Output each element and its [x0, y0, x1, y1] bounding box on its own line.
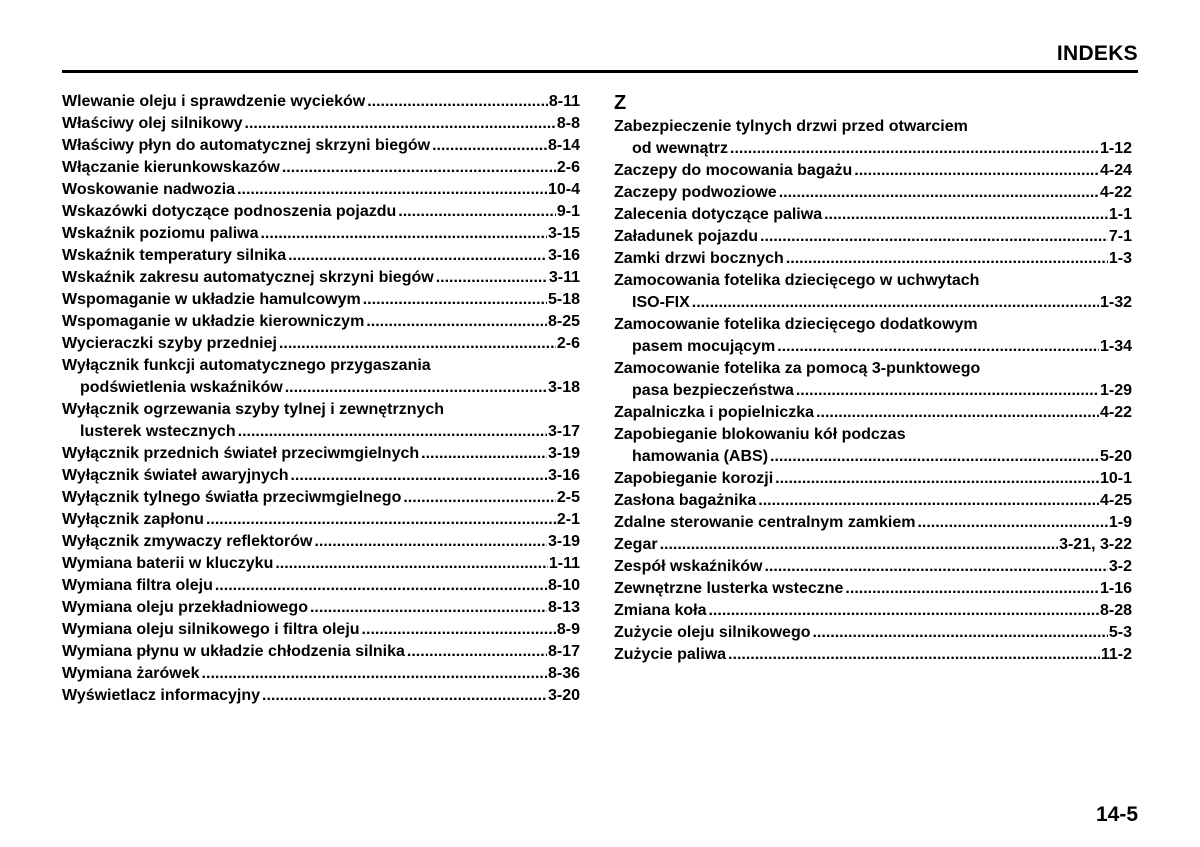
index-entry [614, 182, 1132, 204]
index-entry-page: 1-32 [1099, 294, 1132, 311]
index-entry [62, 619, 580, 641]
index-entry [62, 641, 580, 663]
index-entry-line [614, 314, 1132, 336]
index-entry-line [614, 600, 1132, 622]
index-entry-text: Wskaźnik temperatury silnika [62, 247, 287, 264]
dot-leader [290, 465, 546, 487]
index-entry-line [62, 245, 580, 267]
index-entry-text: Zamocowanie fotelika za pomocą 3-punktowego [614, 360, 981, 377]
index-entry-page: 3-17 [547, 423, 580, 440]
index-entry [62, 399, 580, 443]
index-entry-text: Zabezpieczenie tylnych drzwi przed otwarciem [614, 118, 968, 135]
index-entry-text: Zaczepy do mocowania bagażu [614, 162, 853, 179]
index-entry [62, 663, 580, 685]
index-entry-text: hamowania (ABS) [632, 448, 769, 465]
index-entry-text: Wymiana płynu w układzie chłodzenia silnika [62, 643, 405, 660]
index-entry [614, 556, 1132, 578]
index-entry-page: 4-22 [1099, 404, 1132, 421]
dot-leader [845, 578, 1099, 600]
index-entry-page: 10-1 [1099, 470, 1132, 487]
dot-leader [260, 223, 546, 245]
index-entry-text: Wyłącznik ogrzewania szyby tylnej i zewnętrznych [62, 401, 445, 418]
index-entry-text: Zużycie paliwa [614, 646, 727, 663]
index-entry-line [614, 424, 1132, 446]
index-entry-text: Zamocowanie fotelika dziecięcego dodatkowym [614, 316, 978, 333]
dot-leader [730, 138, 1099, 160]
dot-leader [202, 663, 547, 685]
index-entry [62, 465, 580, 487]
index-entry-page: 8-11 [548, 93, 580, 110]
dot-leader [206, 509, 556, 531]
index-entry-line [62, 157, 580, 179]
dot-leader [432, 135, 547, 157]
dot-leader [758, 490, 1099, 512]
index-entry-page: 3-16 [547, 247, 580, 264]
index-entry-text: Wymiana oleju silnikowego i filtra oleju [62, 621, 360, 638]
index-entry-text: Zamki drzwi bocznych [614, 250, 784, 267]
index-entry-page: 3-2 [1108, 558, 1132, 575]
dot-leader [282, 157, 556, 179]
index-entry [62, 355, 580, 399]
index-entry-page: 7-1 [1108, 228, 1132, 245]
dot-leader [238, 421, 547, 443]
index-entry [614, 578, 1132, 600]
dot-leader [708, 600, 1098, 622]
index-entry-page: 1-3 [1108, 250, 1132, 267]
index-entry [614, 644, 1132, 666]
index-entry [62, 267, 580, 289]
index-entry-page: 1-11 [548, 555, 580, 572]
index-entry-line [614, 578, 1132, 600]
index-entry [62, 223, 580, 245]
index-entry-line [614, 138, 1132, 160]
index-entry-page: 3-16 [547, 467, 580, 484]
index-entry-text: Właściwy płyn do automatycznej skrzyni biegów [62, 137, 431, 154]
index-entry-text: Zamocowania fotelika dziecięcego w uchwytach [614, 272, 980, 289]
index-entry-page: 5-18 [547, 291, 580, 308]
dot-leader [692, 292, 1099, 314]
index-entry [614, 248, 1132, 270]
index-entry [614, 160, 1132, 182]
index-entry-line [62, 91, 580, 113]
index-entry-page: 3-19 [547, 445, 580, 462]
index-entry-line [614, 358, 1132, 380]
index-entry-text: Zdalne sterowanie centralnym zamkiem [614, 514, 916, 531]
index-entry-text: Wskazówki dotyczące podnoszenia pojazdu [62, 203, 397, 220]
index-entry-page: 3-11 [548, 269, 580, 286]
index-entry-text: Wyłącznik zapłonu [62, 511, 204, 528]
index-entry-page: 4-22 [1099, 184, 1132, 201]
dot-leader [275, 553, 548, 575]
index-entry-text: Wycieraczki szyby przedniej [62, 335, 277, 352]
page-title: INDEKS [1056, 42, 1138, 65]
index-entry [614, 490, 1132, 512]
index-entry-page: 4-25 [1099, 492, 1132, 509]
dot-leader [288, 245, 547, 267]
index-entry-line [62, 421, 580, 443]
index-entry [62, 91, 580, 113]
index-entry-line [62, 619, 580, 641]
index-entry-text: Wyświetlacz informacyjny [62, 687, 260, 704]
index-entry-text: Wlewanie oleju i sprawdzenie wycieków [62, 93, 366, 110]
index-entry-page: 1-29 [1099, 382, 1132, 399]
index-entry-line [614, 380, 1132, 402]
index-entry-line [62, 575, 580, 597]
dot-leader [398, 201, 556, 223]
index-entry-text: Zegar [614, 536, 658, 553]
index-entry [614, 358, 1132, 402]
index-entry [62, 245, 580, 267]
index-entry-text: Wspomaganie w układzie hamulcowym [62, 291, 361, 308]
index-entry-page: 2-6 [556, 159, 580, 176]
index-entry-page: 8-17 [547, 643, 580, 660]
index-entry-line [614, 292, 1132, 314]
index-entry-page: 5-3 [1108, 624, 1132, 641]
index-entry [614, 270, 1132, 314]
index-entry [62, 113, 580, 135]
index-entry-text: Zużycie oleju silnikowego [614, 624, 811, 641]
index-entry-page: 1-12 [1099, 140, 1132, 157]
index-entry-line [614, 468, 1132, 490]
index-entry-page: 2-5 [556, 489, 580, 506]
index-entry-text: Właściwy olej silnikowy [62, 115, 243, 132]
index-entry-line [62, 531, 580, 553]
index-entry-text: Wspomaganie w układzie kierowniczym [62, 313, 365, 330]
dot-leader [403, 487, 556, 509]
dot-leader [279, 333, 556, 355]
index-entry-page: 8-8 [556, 115, 580, 132]
index-entry-line [614, 622, 1132, 644]
index-entry-text: Zapobieganie korozji [614, 470, 774, 487]
index-entry-page: 8-10 [547, 577, 580, 594]
index-entry-text: lusterek wstecznych [80, 423, 236, 440]
index-entry-line [614, 182, 1132, 204]
index-entry-text: podświetlenia wskaźników [80, 379, 283, 396]
index-entry-page: 8-14 [547, 137, 580, 154]
index-entry-line [62, 377, 580, 399]
index-entries-z [614, 116, 1132, 666]
index-entry-page: 2-1 [556, 511, 580, 528]
index-entry-line [62, 663, 580, 685]
index-entry-text: Wyłącznik świateł awaryjnych [62, 467, 289, 484]
index-entry-text: Woskowanie nadwozia [62, 181, 236, 198]
index-entry-page: 4-24 [1099, 162, 1132, 179]
index-entry-line [62, 333, 580, 355]
index-entry-page: 8-13 [547, 599, 580, 616]
index-entry-line [614, 160, 1132, 182]
dot-leader [314, 531, 547, 553]
index-entry-text: Zalecenia dotyczące paliwa [614, 206, 823, 223]
index-column-right [614, 91, 1132, 666]
index-entry [614, 424, 1132, 468]
index-entry-line [614, 512, 1132, 534]
dot-leader [812, 622, 1107, 644]
dot-leader [854, 160, 1099, 182]
index-entry-line [62, 597, 580, 619]
dot-leader [367, 91, 548, 113]
index-entry [62, 531, 580, 553]
index-entry-text: Zaczepy podwoziowe [614, 184, 777, 201]
index-entry-text: Wymiana żarówek [62, 665, 200, 682]
dot-leader [362, 619, 556, 641]
index-entry-line [62, 201, 580, 223]
index-entry-text: Wymiana baterii w kluczyku [62, 555, 274, 572]
index-entry-text: Zapalniczka i popielniczka [614, 404, 815, 421]
index-entry [614, 204, 1132, 226]
dot-leader [796, 380, 1099, 402]
index-entry-line [62, 355, 580, 377]
index-entry-text: Załadunek pojazdu [614, 228, 759, 245]
index-entry-text: Wskaźnik poziomu paliwa [62, 225, 259, 242]
index-entry-line [614, 226, 1132, 248]
dot-leader [245, 113, 556, 135]
index-entry-line [62, 135, 580, 157]
index-entry-line [614, 490, 1132, 512]
section-letter: Z [614, 92, 627, 114]
index-entry [62, 597, 580, 619]
index-entry-page: 10-4 [547, 181, 580, 198]
index-entry-line [614, 204, 1132, 226]
index-entry-text: od wewnątrz [632, 140, 729, 157]
dot-leader [770, 446, 1099, 468]
index-entry-text: Wyłącznik tylnego światła przeciwmgielnego [62, 489, 402, 506]
index-entry-line [62, 113, 580, 135]
index-entry-page: 3-21, 3-22 [1059, 536, 1132, 553]
index-entry-line [62, 641, 580, 663]
index-entry-line [62, 223, 580, 245]
index-entry [614, 226, 1132, 248]
dot-leader [215, 575, 547, 597]
index-entry [62, 311, 580, 333]
index-entry-text: pasem mocującym [632, 338, 776, 355]
index-entry-text: Zewnętrzne lusterka wsteczne [614, 580, 844, 597]
index-entry-page: 1-9 [1108, 514, 1132, 531]
dot-leader [917, 512, 1107, 534]
index-entry [62, 553, 580, 575]
index-entry-page: 3-15 [547, 225, 580, 242]
index-entry [62, 135, 580, 157]
index-entry-text: Wyłącznik funkcji automatycznego przygaszania [62, 357, 431, 374]
index-entry-text: Zapobieganie blokowaniu kół podczas [614, 426, 906, 443]
index-entry-line [62, 509, 580, 531]
index-entry-text: Wymiana oleju przekładniowego [62, 599, 308, 616]
dot-leader [660, 534, 1058, 556]
index-entry-page: 2-6 [556, 335, 580, 352]
dot-leader [407, 641, 547, 663]
index-entry-text: ISO-FIX [632, 294, 690, 311]
dot-leader [824, 204, 1108, 226]
index-entry [62, 157, 580, 179]
index-entry [62, 575, 580, 597]
index-entry [614, 600, 1132, 622]
index-entry-text: Zespół wskaźników [614, 558, 763, 575]
index-entry-line [614, 248, 1132, 270]
index-entry-text: Wskaźnik zakresu automatycznej skrzyni biegów [62, 269, 434, 286]
index-entry-line [62, 399, 580, 421]
index-entry [62, 201, 580, 223]
index-entry-line [614, 116, 1132, 138]
index-entry-line [614, 556, 1132, 578]
index-entry-page: 3-20 [547, 687, 580, 704]
index-column-left [62, 91, 580, 707]
dot-leader [816, 402, 1099, 424]
index-entry-line [614, 534, 1132, 556]
dot-leader [237, 179, 547, 201]
dot-leader [760, 226, 1108, 248]
page-number: 14-5 [1095, 803, 1138, 826]
index-entry-text: Zmiana koła [614, 602, 707, 619]
index-entry-line [614, 402, 1132, 424]
dot-leader [786, 248, 1108, 270]
dot-leader [262, 685, 547, 707]
index-entry-line [614, 446, 1132, 468]
index-entry-page: 1-16 [1099, 580, 1132, 597]
index-entry-text: Wyłącznik przednich świateł przeciwmgielnych [62, 445, 420, 462]
index-entry [614, 622, 1132, 644]
index-entry [62, 443, 580, 465]
dot-leader [310, 597, 547, 619]
index-entry-line [614, 270, 1132, 292]
index-entry-page: 1-34 [1099, 338, 1132, 355]
index-entry-page: 9-1 [556, 203, 580, 220]
index-entry-line [62, 685, 580, 707]
index-entry-line [62, 465, 580, 487]
index-entry-page: 5-20 [1099, 448, 1132, 465]
index-entry-text: Wymiana filtra oleju [62, 577, 213, 594]
index-entry-page: 1-1 [1108, 206, 1132, 223]
dot-leader [777, 336, 1099, 358]
index-entry-text: pasa bezpieczeństwa [632, 382, 794, 399]
index-entry [62, 289, 580, 311]
dot-leader [779, 182, 1099, 204]
index-entry [62, 179, 580, 201]
dot-leader [285, 377, 547, 399]
dot-leader [363, 289, 547, 311]
dot-leader [764, 556, 1107, 578]
dot-leader [436, 267, 548, 289]
index-entry [614, 468, 1132, 490]
index-entry-line [62, 443, 580, 465]
index-entry-line [614, 336, 1132, 358]
index-entry-page: 3-18 [547, 379, 580, 396]
index-entry-line [62, 267, 580, 289]
dot-leader [728, 644, 1100, 666]
index-entry [62, 487, 580, 509]
index-entry-page: 8-28 [1099, 602, 1132, 619]
index-entry-page: 3-19 [547, 533, 580, 550]
index-entry-line [62, 487, 580, 509]
index-entry [62, 685, 580, 707]
index-entry [614, 314, 1132, 358]
index-entry [614, 116, 1132, 160]
index-entry-page: 8-36 [547, 665, 580, 682]
index-entry-line [62, 553, 580, 575]
index-entry-text: Zasłona bagażnika [614, 492, 757, 509]
index-entry-page: 11-2 [1100, 646, 1132, 663]
index-entry-line [62, 311, 580, 333]
index-entry-text: Wyłącznik zmywaczy reflektorów [62, 533, 313, 550]
index-entry [614, 402, 1132, 424]
index-entry-line [62, 289, 580, 311]
dot-leader [775, 468, 1099, 490]
index-entry [62, 509, 580, 531]
dot-leader [421, 443, 547, 465]
index-entry-text: Włączanie kierunkowskazów [62, 159, 280, 176]
dot-leader [366, 311, 547, 333]
index-entry-page: 8-25 [547, 313, 580, 330]
index-entry [614, 512, 1132, 534]
index-entry-line [614, 644, 1132, 666]
header-rule [62, 70, 1138, 73]
index-entry [614, 534, 1132, 556]
index-entry-line [62, 179, 580, 201]
index-entry-page: 8-9 [556, 621, 580, 638]
index-entry [62, 333, 580, 355]
